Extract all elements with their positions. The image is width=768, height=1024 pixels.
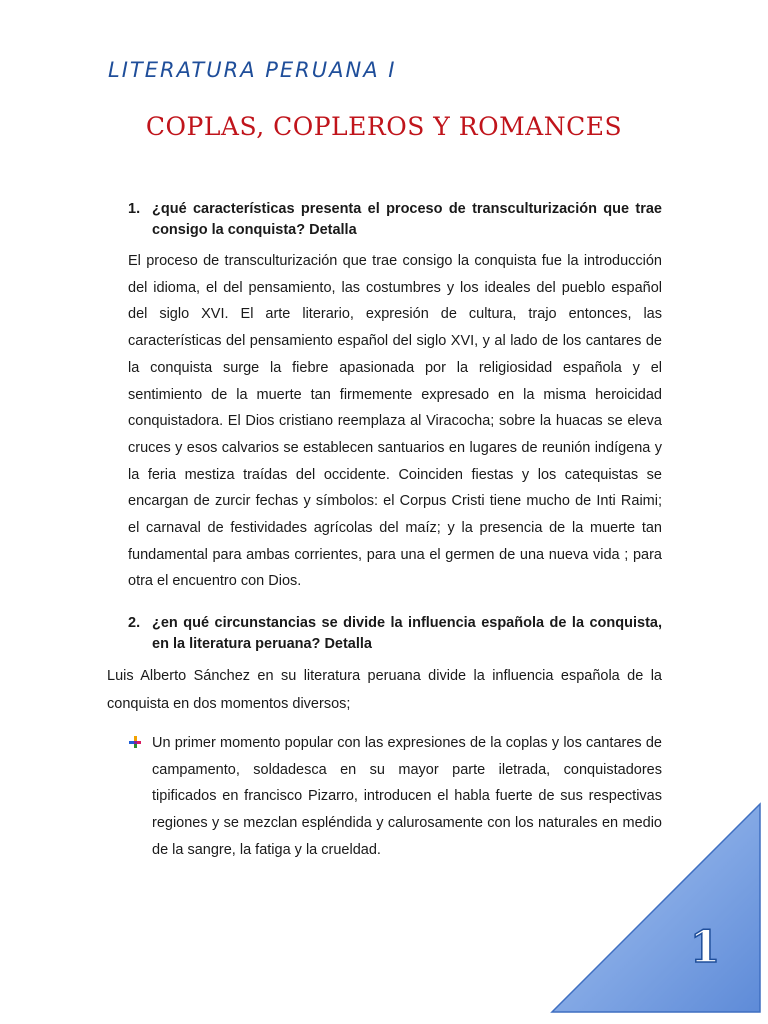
answer-2-intro: Luis Alberto Sánchez en su literatura peruana divide la influencia española de la conquista en dos momentos diversos; [107,668,662,712]
question-2-number: 2. [128,615,141,631]
course-header [108,58,396,82]
question-1-number: 1. [128,201,141,217]
question-2 [128,613,662,655]
colored-cross-bullet-icon [129,736,141,748]
document-title [0,112,768,141]
question-1 [128,199,662,241]
answer-1-paragraph: El proceso de transculturización que trae consigo la conquista fue la introducción del idioma, el del pensamiento, las costumbres y los ideales del pueblo español del siglo XVI. El arte literario, expresión de cultura, trajo entonces, las características del pensamiento español del siglo XVI, y al lado de los cantares de la conquista surge la fiebre apasionada por la religiosidad española y el sentimiento de la muerte tan firmemente expresado en la misma heroicidad conquistadora. El Dios cristiano reemplaza al Viracocha; sobre la huacas se eleva cruces y esos calvarios se establecen santuarios en lugares de reunión indígena y la feria mestiza traídas del occidente. Coinciden fiestas y los catequistas se encargan de zurcir fechas y símbolos: el Corpus Cristi tiene mucho de Inti Raimi; el carnaval de festividades agrícolas del maíz; y la presencia de la muerte tan fundamental para ambas corrientes, para una el germen de una nueva vida ; para otra el encuentro con Dios. [128,253,662,590]
page-number: 1 [689,922,721,973]
bullet-item-text: Un primer momento popular con las expresiones de la coplas y los cantares de campamento, soldadesca en su mayor parte iletrada, conquistadores tipificados en francisco Pizarro, introducen el habla fuerte de sus respectivas regiones y se mezclan espléndida y calurosamente con los naturales en medio de la sangre, la fatiga y la crueldad. [152,735,662,858]
document-title-text: COPLAS, COPLEROS Y ROMANCES [145,112,623,141]
course-title: LITERATURA PERUANA I [108,58,397,82]
page-corner-triangle [548,800,768,1014]
question-1-text: ¿qué características presenta el proceso de transculturización que trae consigo la conquista? Detalla [152,201,662,238]
question-2-text: ¿en qué circunstancias se divide la influencia española de la conquista, en la literatura peruana? Detalla [152,615,662,652]
